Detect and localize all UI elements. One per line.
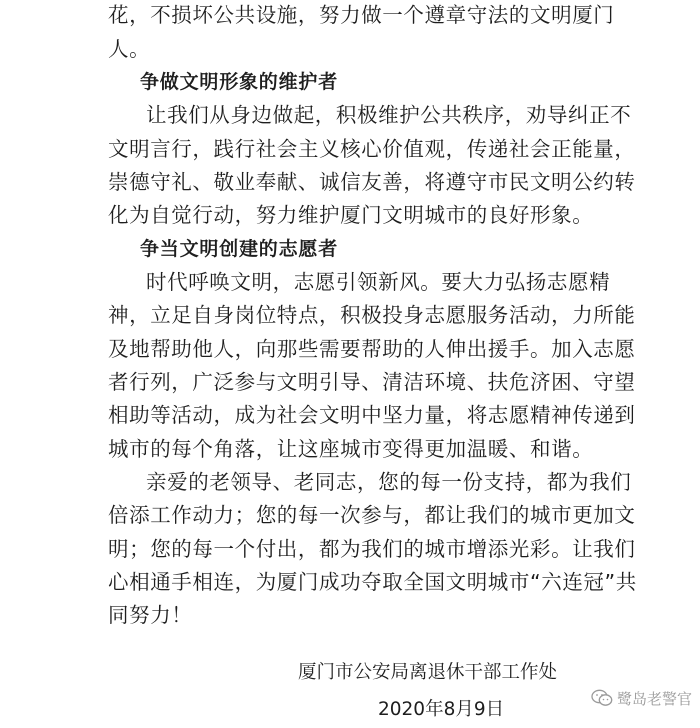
body-line-3: 让我们从身边做起，积极维护公共秩序，劝导纠正不 bbox=[146, 103, 632, 127]
body-line-11: 相助等活动，成为社会文明中坚力量，将志愿精神传递到 bbox=[108, 403, 636, 427]
body-line-5: 崇德守礼、敬业奉献、诚信友善，将遵守市民文明公约转 bbox=[108, 170, 636, 194]
body-line-4: 文明言行，践行社会主义核心价值观，传递社会正能量， bbox=[108, 137, 636, 161]
watermark bbox=[591, 683, 692, 713]
section-heading-1: 争做文明形象的维护者 bbox=[140, 71, 339, 93]
body-line-14: 倍添工作动力；您的每一次参与，都让我们的城市更加文 bbox=[108, 503, 636, 527]
body-line-12: 城市的每个角落，让这座城市变得更加温暖、和谐。 bbox=[108, 437, 594, 461]
body-line-16: 心相通手相连，为厦门成功夺取全国文明城市“六连冠”共 bbox=[108, 570, 637, 594]
body-line-2: 人。 bbox=[108, 37, 151, 61]
body-line-10: 者行列，广泛参与文明引导、清洁环境、扶危济困、守望 bbox=[108, 370, 636, 394]
section-heading-2: 争当文明创建的志愿者 bbox=[140, 238, 339, 260]
signature-org: 厦门市公安局离退休干部工作处 bbox=[298, 662, 558, 683]
body-line-17: 同努力！ bbox=[108, 603, 193, 627]
body-line-6: 化为自觉行动，努力维护厦门文明城市的良好形象。 bbox=[108, 203, 594, 227]
body-line-8: 神，立足自身岗位特点，积极投身志愿服务活动，力所能 bbox=[108, 303, 636, 327]
watermark-text: 鹭岛老警官 bbox=[616, 689, 692, 708]
wechat-icon bbox=[591, 689, 613, 707]
body-line-9: 及地帮助他人，向那些需要帮助的人伸出援手。加入志愿 bbox=[108, 337, 636, 361]
signature-date: 2020年8月9日 bbox=[378, 699, 505, 720]
body-line-13: 亲爱的老领导、老同志，您的每一份支持，都为我们 bbox=[146, 470, 632, 494]
body-line-7: 时代呼唤文明，志愿引领新风。要大力弘扬志愿精 bbox=[146, 270, 611, 294]
body-line-1: 花，不损坏公共设施，努力做一个遵章守法的文明厦门 bbox=[108, 3, 615, 27]
body-line-15: 明；您的每一个付出，都为我们的城市增添光彩。让我们 bbox=[108, 537, 636, 561]
